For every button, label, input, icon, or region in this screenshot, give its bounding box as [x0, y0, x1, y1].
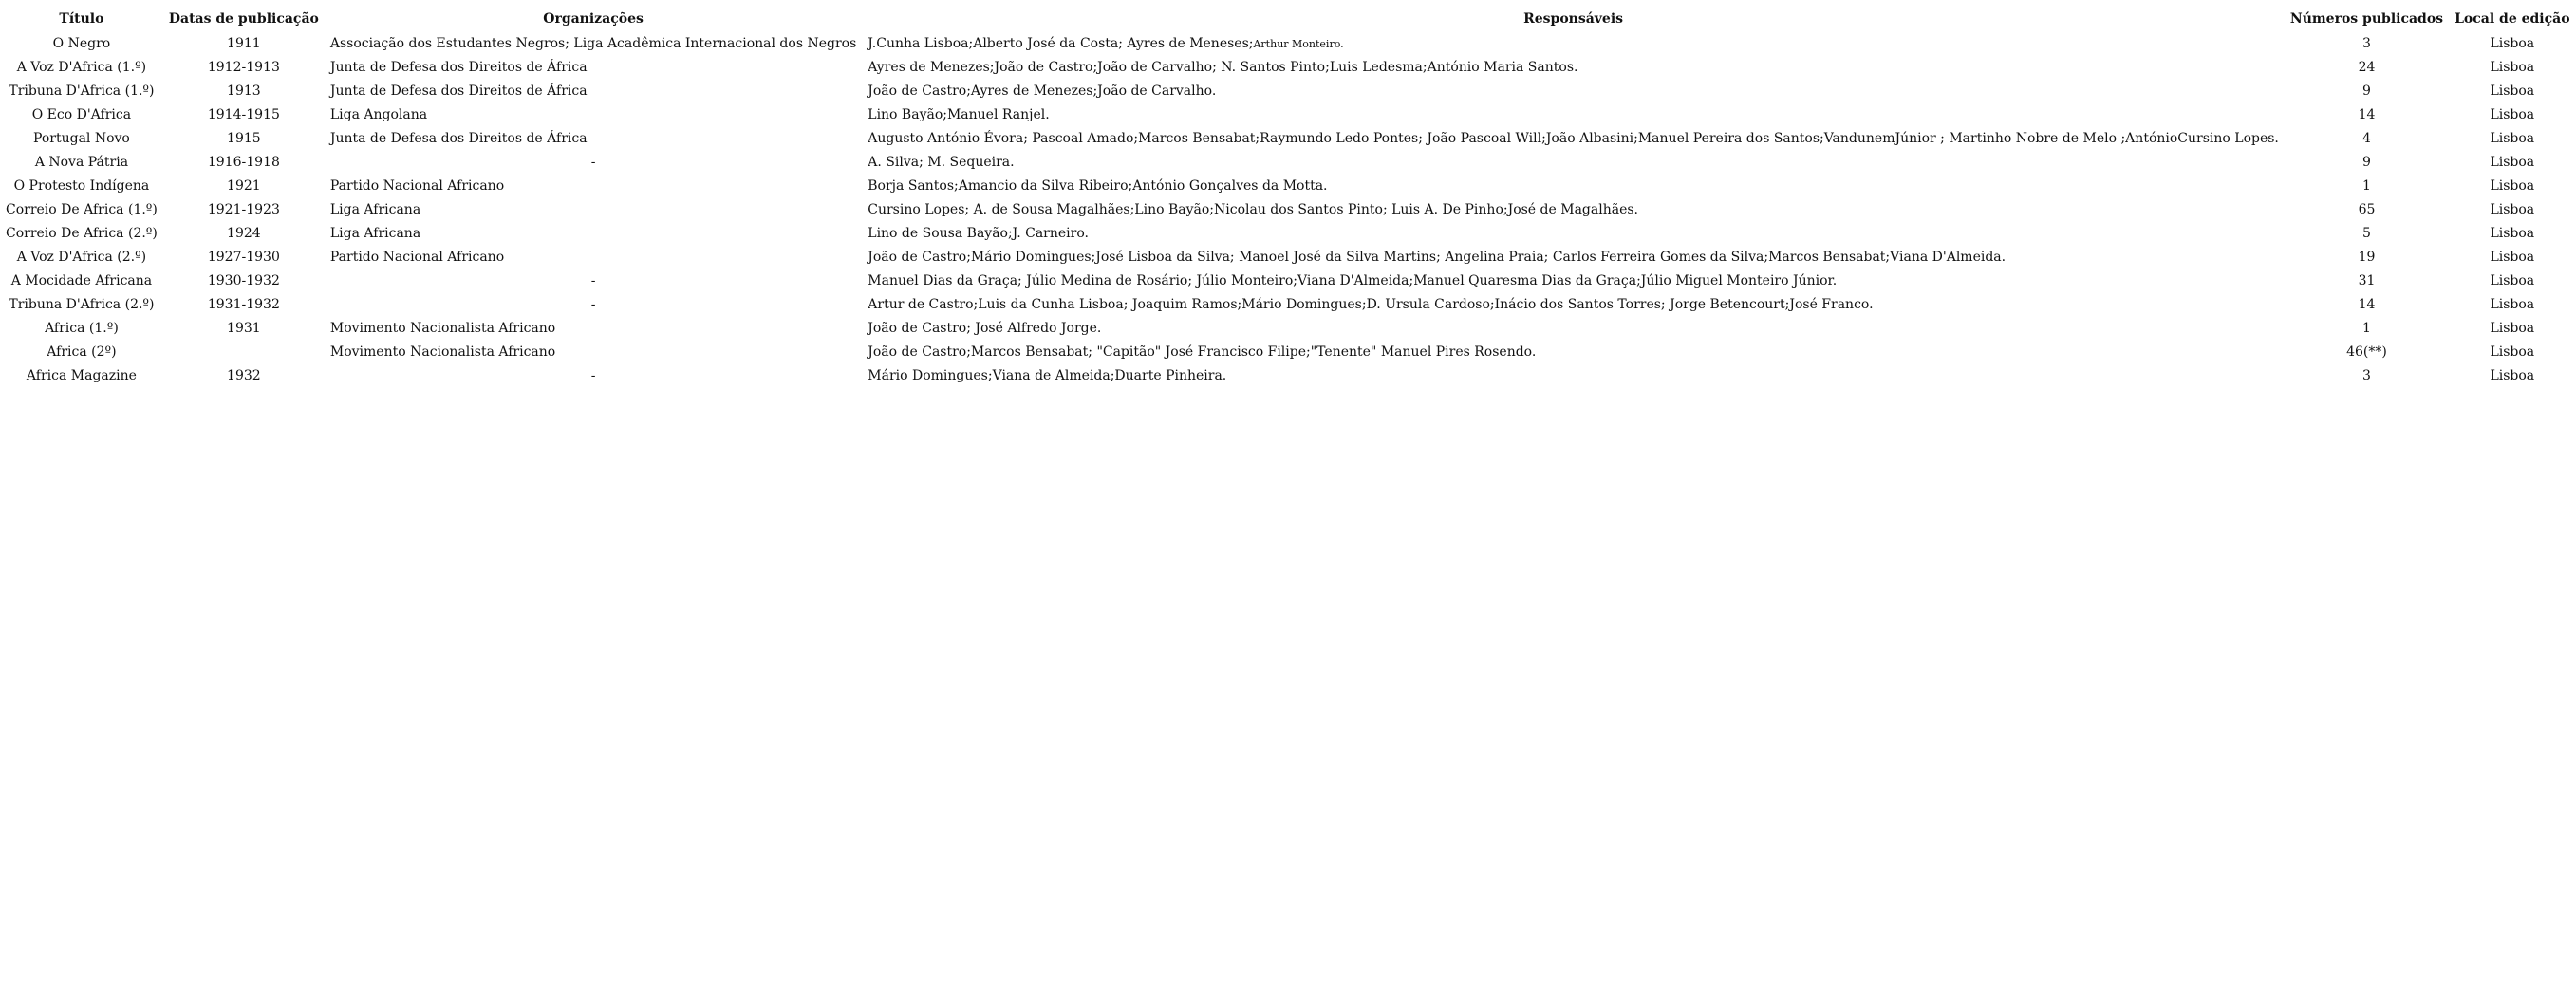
cell-location: Lisboa — [2490, 59, 2535, 75]
cell-location: Lisboa — [2490, 35, 2535, 51]
cell-organization: Partido Nacional Africano — [329, 177, 505, 194]
cell-title: A Voz D'Africa (1.º) — [16, 59, 147, 75]
cell-title: A Nova Pátria — [34, 154, 129, 170]
cell-responsible: Cursino Lopes; A. de Sousa Magalhães;Lino Bayão;Nicolau dos Santos Pinto; Luis A. De Pinho;José de Magalhães. — [868, 201, 1638, 217]
cell-numbers: 3 — [2362, 367, 2371, 383]
cell-responsible: João de Castro;Mário Domingues;José Lisboa da Silva; Manoel José da Silva Martins; Angelina Praia; Carlos Ferreira Gomes da Silva;Marcos Bensabat;Viana D'Almeida. — [868, 249, 2007, 265]
table-body — [0, 31, 2576, 387]
cell-dates: 1915 — [227, 130, 261, 146]
cell-title: O Eco D'Africa — [31, 106, 132, 122]
cell-title: A Voz D'Africa (2.º) — [16, 249, 147, 265]
cell-responsible: Augusto António Évora; Pascoal Amado;Marcos Bensabat;Raymundo Ledo Pontes; João Pascoal Will;João Albasini;Manuel Pereira dos Santos;VandunemJúnior ; Martinho Nobre de Melo ;AntónioCursino Lopes. — [868, 130, 2279, 146]
cell-title: O Protesto Indígena — [13, 177, 150, 194]
cell-location: Lisboa — [2490, 272, 2535, 288]
cell-dates: 1916-1918 — [207, 154, 280, 170]
cell-location: Lisboa — [2490, 106, 2535, 122]
cell-organization: - — [590, 272, 596, 288]
cell-responsible — [862, 31, 2285, 55]
cell-responsible: Ayres de Menezes;João de Castro;João de Carvalho; N. Santos Pinto;Luis Ledesma;António Maria Santos. — [868, 59, 1578, 75]
cell-dates: 1927-1930 — [207, 249, 280, 265]
cell-title: Africa (1.º) — [45, 320, 119, 336]
cell-organization: Associação dos Estudantes Negros; Liga Acadêmica Internacional dos Negros — [329, 35, 857, 51]
cell-dates: 1931 — [227, 320, 261, 336]
cell-responsible: Lino de Sousa Bayão;J. Carneiro. — [868, 225, 1089, 241]
cell-organization: Liga Angolana — [329, 106, 428, 122]
cell-organization: Liga Africana — [329, 225, 421, 241]
cell-organization: - — [590, 367, 596, 383]
cell-organization: Junta de Defesa dos Direitos de África — [329, 59, 588, 75]
cell-title: O Negro — [52, 35, 111, 51]
cell-dates: 1911 — [227, 35, 261, 51]
table-row — [0, 31, 2576, 55]
cell-dates: 1924 — [227, 225, 261, 241]
cell-location: Lisboa — [2490, 249, 2535, 265]
cell-dates: 1914-1915 — [207, 106, 280, 122]
cell-responsible: A. Silva; M. Sequeira. — [868, 154, 1015, 170]
table-row — [0, 245, 2576, 269]
cell-location: Lisboa — [2490, 296, 2535, 312]
table-row — [0, 363, 2576, 387]
cell-organization: - — [590, 154, 596, 170]
header-responsible: Responsáveis — [1523, 10, 1624, 27]
cell-numbers: 65 — [2358, 201, 2376, 217]
header-row — [0, 6, 2576, 31]
cell-numbers: 1 — [2362, 177, 2371, 194]
cell-responsible: Manuel Dias da Graça; Júlio Medina de Rosário; Júlio Monteiro;Viana D'Almeida;Manuel Quaresma Dias da Graça;Júlio Miguel Monteiro Júnior. — [868, 272, 1838, 288]
header-dates: Datas de publicação — [168, 10, 319, 27]
table-row — [0, 221, 2576, 245]
cell-organization: Movimento Nacionalista Africano — [329, 320, 556, 336]
cell-numbers: 24 — [2358, 59, 2376, 75]
cell-title: Portugal Novo — [32, 130, 130, 146]
cell-location: Lisboa — [2490, 83, 2535, 99]
table-row — [0, 150, 2576, 174]
cell-responsible: Borja Santos;Amancio da Silva Ribeiro;António Gonçalves da Motta. — [868, 177, 1328, 194]
table-row — [0, 55, 2576, 79]
cell-responsible: Mário Domingues;Viana de Almeida;Duarte Pinheira. — [868, 367, 1227, 383]
newspapers-table — [0, 6, 2576, 387]
cell-title: A Mocidade Africana — [10, 272, 153, 288]
responsible-names: J.Cunha Lisboa;Alberto José da Costa; Ayres de Meneses; — [868, 35, 1254, 51]
cell-numbers: 14 — [2358, 296, 2376, 312]
table-row — [0, 316, 2576, 340]
cell-dates: 1931-1932 — [207, 296, 280, 312]
cell-location: Lisboa — [2490, 130, 2535, 146]
cell-title: Africa Magazine — [26, 367, 137, 383]
cell-dates — [163, 340, 325, 363]
cell-responsible: João de Castro;Marcos Bensabat; "Capitão" José Francisco Filipe;"Tenente" Manuel Pires Rosendo. — [868, 343, 1537, 360]
cell-dates: 1913 — [227, 83, 261, 99]
cell-title: Tribuna D'Africa (2.º) — [9, 296, 155, 312]
cell-organization: Junta de Defesa dos Direitos de África — [329, 83, 588, 99]
cell-numbers: 14 — [2358, 106, 2376, 122]
cell-dates: 1921 — [227, 177, 261, 194]
cell-organization: Junta de Defesa dos Direitos de África — [329, 130, 588, 146]
cell-organization: - — [590, 296, 596, 312]
cell-numbers: 1 — [2362, 320, 2371, 336]
cell-numbers: 5 — [2362, 225, 2371, 241]
cell-location: Lisboa — [2490, 343, 2535, 360]
cell-location: Lisboa — [2490, 320, 2535, 336]
cell-numbers: 9 — [2362, 154, 2371, 170]
cell-numbers: 19 — [2358, 249, 2376, 265]
cell-title: Tribuna D'Africa (1.º) — [9, 83, 155, 99]
cell-dates: 1932 — [227, 367, 261, 383]
table-row — [0, 269, 2576, 292]
header-numbers: Números publicados — [2289, 10, 2444, 27]
cell-dates: 1930-1932 — [207, 272, 280, 288]
header-title: Título — [59, 10, 104, 27]
cell-location: Lisboa — [2490, 154, 2535, 170]
cell-responsible: João de Castro; José Alfredo Jorge. — [868, 320, 1102, 336]
cell-title: Correio De Africa (1.º) — [6, 201, 158, 217]
table-header — [0, 6, 2576, 31]
cell-dates: 1921-1923 — [207, 201, 280, 217]
cell-numbers: 3 — [2362, 35, 2371, 51]
cell-organization: Partido Nacional Africano — [329, 249, 505, 265]
header-organizations: Organizações — [543, 10, 644, 27]
cell-location: Lisboa — [2490, 177, 2535, 194]
cell-responsible: Lino Bayão;Manuel Ranjel. — [868, 106, 1050, 122]
cell-organization: Liga Africana — [329, 201, 421, 217]
cell-numbers: 31 — [2358, 272, 2376, 288]
cell-numbers: 46(**) — [2346, 343, 2387, 360]
table-row — [0, 197, 2576, 221]
cell-dates: 1912-1913 — [207, 59, 280, 75]
header-location: Local de edição — [2455, 10, 2570, 27]
table-row — [0, 102, 2576, 126]
cell-location: Lisboa — [2490, 225, 2535, 241]
cell-location: Lisboa — [2490, 367, 2535, 383]
cell-numbers: 4 — [2362, 130, 2371, 146]
table-row — [0, 340, 2576, 363]
cell-organization: Movimento Nacionalista Africano — [329, 343, 556, 360]
table-row — [0, 292, 2576, 316]
table-row — [0, 174, 2576, 197]
cell-responsible: Artur de Castro;Luis da Cunha Lisboa; Joaquim Ramos;Mário Domingues;D. Ursula Cardoso;Inácio dos Santos Torres; Jorge Betencourt;José Franco. — [868, 296, 1874, 312]
cell-title: Africa (2º) — [47, 343, 117, 360]
table-row — [0, 126, 2576, 150]
cell-title: Correio De Africa (2.º) — [6, 225, 158, 241]
cell-numbers: 9 — [2362, 83, 2371, 99]
responsible-extra-name: Arthur Monteiro. — [1253, 37, 1344, 50]
cell-location: Lisboa — [2490, 201, 2535, 217]
cell-responsible: João de Castro;Ayres de Menezes;João de Carvalho. — [868, 83, 1217, 99]
table-row — [0, 79, 2576, 102]
